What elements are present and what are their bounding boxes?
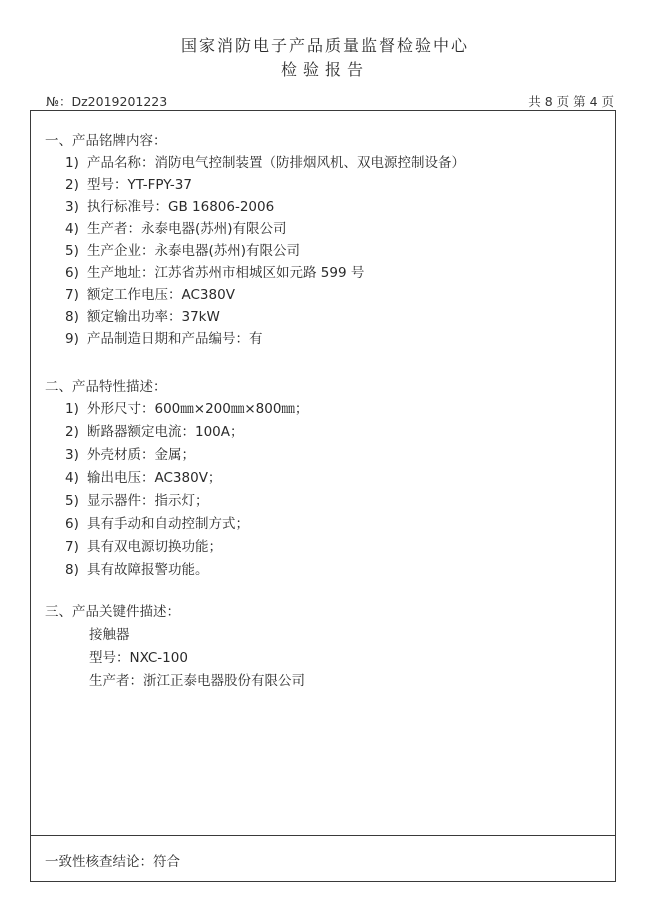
list-item bbox=[65, 283, 235, 303]
list-item bbox=[65, 151, 465, 171]
list-item bbox=[65, 239, 300, 259]
item-text: 显示器件：指示灯； bbox=[87, 493, 209, 509]
section-heading-nameplate: 一、产品铭牌内容： bbox=[45, 133, 167, 149]
list-item bbox=[65, 558, 209, 578]
item-text: 具有手动和自动控制方式； bbox=[87, 516, 249, 532]
issuing-organization: 国家消防电子产品质量监督检验中心 bbox=[180, 36, 469, 55]
list-item bbox=[65, 535, 222, 555]
item-text: 生产企业：永泰电器(苏州)有限公司 bbox=[87, 243, 301, 259]
list-item bbox=[65, 195, 274, 215]
item-text: 执行标准号：GB 16806-2006 bbox=[87, 199, 275, 215]
item-text: 生产者：永泰电器(苏州)有限公司 bbox=[87, 221, 287, 237]
conformity-conclusion: 一致性核查结论：符合 bbox=[45, 854, 180, 870]
item-number: 6) bbox=[65, 265, 79, 281]
conclusion-divider bbox=[31, 835, 615, 836]
item-text: 产品制造日期和产品编号：有 bbox=[87, 331, 263, 347]
section-heading-features: 二、产品特性描述： bbox=[45, 379, 167, 395]
item-number: 7) bbox=[65, 539, 79, 555]
item-text: 具有故障报警功能。 bbox=[87, 562, 209, 578]
key-part-model: 型号：NXC-100 bbox=[89, 650, 188, 666]
item-text: 额定输出功率：37kW bbox=[87, 309, 220, 325]
list-item bbox=[65, 443, 195, 463]
item-number: 5) bbox=[65, 493, 79, 509]
item-number: 1) bbox=[65, 401, 79, 417]
page-info: 共 8 页 第 4 页 bbox=[528, 94, 614, 109]
item-number: 8) bbox=[65, 309, 79, 325]
list-item bbox=[65, 261, 364, 281]
item-number: 3) bbox=[65, 447, 79, 463]
list-item bbox=[65, 305, 220, 325]
item-text: 外壳材质：金属； bbox=[87, 447, 195, 463]
item-number: 9) bbox=[65, 331, 79, 347]
list-item bbox=[65, 397, 308, 417]
report-number: №：Dz2019201223 bbox=[46, 94, 168, 109]
report-title: 检验报告 bbox=[280, 60, 369, 79]
section-heading-key-parts: 三、产品关键件描述： bbox=[45, 604, 180, 620]
item-number: 5) bbox=[65, 243, 79, 259]
item-text: 具有双电源切换功能； bbox=[87, 539, 222, 555]
item-number: 4) bbox=[65, 221, 79, 237]
list-item bbox=[65, 217, 287, 237]
list-item bbox=[65, 466, 221, 486]
item-text: 额定工作电压：AC380V bbox=[87, 287, 235, 303]
item-number: 1) bbox=[65, 155, 79, 171]
item-number: 2) bbox=[65, 177, 79, 193]
key-part-name: 接触器 bbox=[89, 627, 130, 643]
list-item bbox=[65, 512, 249, 532]
list-item bbox=[65, 420, 244, 440]
list-item bbox=[65, 489, 209, 509]
report-frame bbox=[30, 110, 616, 882]
item-number: 2) bbox=[65, 424, 79, 440]
item-number: 4) bbox=[65, 470, 79, 486]
item-text: 产品名称：消防电气控制装置（防排烟风机、双电源控制设备） bbox=[87, 155, 465, 171]
list-item bbox=[65, 173, 192, 193]
item-text: 型号：YT-FPY-37 bbox=[87, 177, 192, 193]
item-number: 6) bbox=[65, 516, 79, 532]
item-text: 生产地址：江苏省苏州市相城区如元路 599 号 bbox=[87, 265, 365, 281]
item-text: 断路器额定电流：100A； bbox=[87, 424, 244, 440]
item-number: 3) bbox=[65, 199, 79, 215]
item-text: 外形尺寸：600㎜×200㎜×800㎜； bbox=[87, 401, 309, 417]
item-number: 8) bbox=[65, 562, 79, 578]
list-item bbox=[65, 327, 263, 347]
report-meta-row bbox=[38, 92, 616, 110]
item-text: 输出电压：AC380V； bbox=[87, 470, 222, 486]
item-number: 7) bbox=[65, 287, 79, 303]
key-part-manufacturer: 生产者：浙江正泰电器股份有限公司 bbox=[89, 673, 305, 689]
